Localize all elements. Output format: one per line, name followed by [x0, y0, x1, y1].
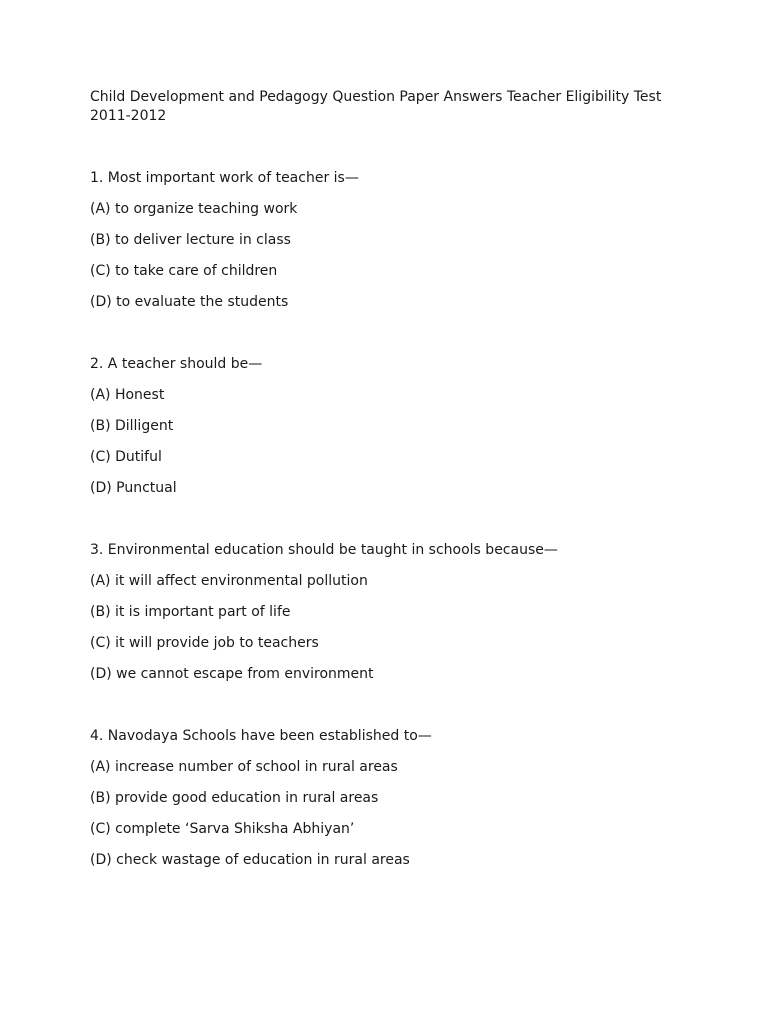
answer-option-c: (C) complete ‘Sarva Shiksha Abhiyan’ [90, 821, 355, 837]
question-stem: 3. Environmental education should be taught in schools because— [90, 542, 558, 558]
answer-option-b: (B) Dilligent [90, 418, 174, 434]
answer-option-d: (D) we cannot escape from environment [90, 666, 374, 682]
question-2 [90, 355, 690, 498]
answer-option-b: (B) it is important part of life [90, 604, 291, 620]
question-stem: 4. Navodaya Schools have been established to— [90, 728, 432, 744]
answer-option-d: (D) to evaluate the students [90, 294, 289, 310]
answer-option-c: (C) Dutiful [90, 449, 162, 465]
question-3 [90, 541, 690, 684]
question-4 [90, 727, 690, 870]
answer-option-a: (A) it will affect environmental pollution [90, 573, 368, 589]
answer-option-d: (D) check wastage of education in rural areas [90, 852, 410, 868]
document-page [90, 88, 690, 870]
answer-option-c: (C) to take care of children [90, 263, 278, 279]
document-title: Child Development and Pedagogy Question Paper Answers Teacher Eligibility Test 2011-2012 [90, 89, 662, 124]
answer-option-c: (C) it will provide job to teachers [90, 635, 319, 651]
answer-option-a: (A) increase number of school in rural areas [90, 759, 398, 775]
answer-option-b: (B) to deliver lecture in class [90, 232, 291, 248]
answer-option-b: (B) provide good education in rural areas [90, 790, 379, 806]
question-stem: 1. Most important work of teacher is— [90, 170, 359, 186]
answer-option-a: (A) Honest [90, 387, 165, 403]
answer-option-d: (D) Punctual [90, 480, 177, 496]
question-1 [90, 169, 690, 312]
answer-option-a: (A) to organize teaching work [90, 201, 298, 217]
question-stem: 2. A teacher should be— [90, 356, 263, 372]
